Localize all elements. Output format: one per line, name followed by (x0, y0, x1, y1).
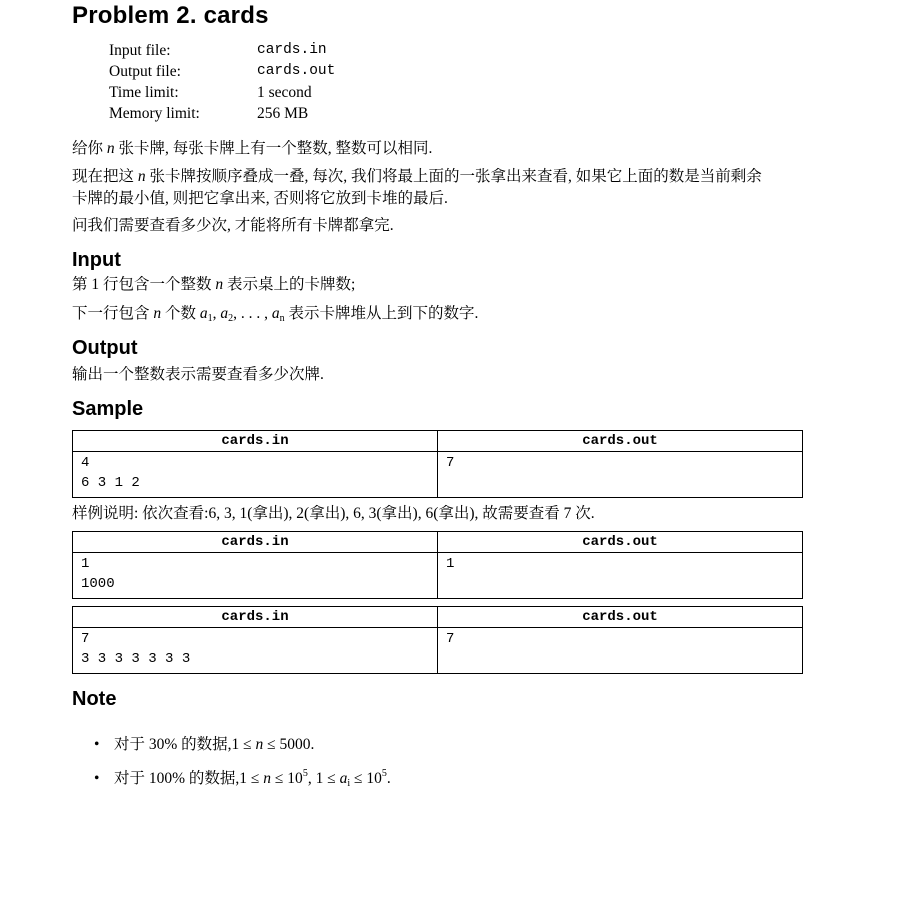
statement-paragraph-2 (72, 166, 762, 210)
bullet-icon: • (94, 736, 100, 753)
math-superscript: 5 (381, 768, 387, 779)
meta-value: cards.out (257, 63, 336, 79)
text: . (386, 770, 391, 787)
sample-output-header: cards.out (438, 607, 803, 628)
text: 对于 30% 的数据,1 ≤ (114, 736, 256, 753)
output-heading: Output (72, 337, 138, 359)
sample-output-line: 7 (446, 631, 455, 647)
bullet-icon: • (94, 770, 100, 787)
sample-output-cell (438, 628, 803, 674)
math-var: n (153, 305, 162, 322)
sample-input-header: cards.in (73, 431, 438, 452)
meta-memory-limit (109, 103, 335, 124)
text: 第 1 行包含一个整数 (72, 276, 216, 293)
sample-output-cell (438, 452, 803, 498)
sample-input-cell (73, 553, 438, 599)
text: 下一行包含 (72, 305, 154, 322)
math-var: n (106, 140, 115, 157)
statement-paragraph-3: 问我们需要查看多少次, 才能将所有卡牌都拿完. (72, 217, 394, 234)
meta-label: Output file: (109, 63, 181, 80)
input-heading: Input (72, 249, 121, 271)
text: ≤ 10 (350, 770, 382, 787)
sample-input-line: 3 3 3 3 3 3 3 (81, 651, 191, 667)
sample-explanation: 样例说明: 依次查看:6, 3, 1(拿出), 2(拿出), 6, 3(拿出), 6(拿出), 故需要查看 7 次. (72, 505, 595, 522)
meta-value: 256 MB (257, 105, 309, 122)
text: 个数 (161, 305, 200, 322)
meta-value: cards.in (257, 42, 327, 58)
input-line-1 (72, 274, 355, 296)
text: , 1 ≤ (307, 770, 340, 787)
sample-table-2 (72, 531, 803, 599)
math-var: a (271, 305, 280, 322)
text: 对于 100% 的数据,1 ≤ (114, 770, 264, 787)
sample-output-line: 1 (446, 556, 455, 572)
text: ≤ 5000. (263, 736, 315, 753)
note-list (94, 733, 391, 801)
math-var: a (199, 305, 208, 322)
math-subscript: n (279, 313, 285, 324)
math-var: n (255, 736, 264, 753)
math-var: n (263, 770, 272, 787)
sample-input-line: 7 (81, 631, 90, 647)
math-var: n (137, 168, 146, 185)
sample-input-cell (73, 628, 438, 674)
sample-output-line: 7 (446, 455, 455, 471)
math-subscript: i (347, 778, 351, 789)
text: 给你 (72, 140, 107, 157)
text: 卡牌的最小值, 则把它拿出来, 否则将它放到卡堆的最后. (72, 190, 448, 207)
sample-table-1 (72, 430, 803, 498)
input-line-2: 下一行包含 n 个数 $a_1$, $a_2$, . . . , $a_n$ 表示卡牌堆从上到下的数字. (72, 305, 479, 324)
meta-label: Time limit: (109, 84, 179, 101)
meta-label: Memory limit: (109, 105, 200, 122)
math-subscript: 1 (207, 313, 213, 324)
math-subscript: 2 (228, 313, 234, 324)
math-var: a (339, 770, 348, 787)
sample-heading: Sample (72, 398, 144, 420)
text: 张卡牌, 每张卡牌上有一个整数, 整数可以相同. (114, 140, 433, 157)
sample-table-3 (72, 606, 803, 674)
sample-input-header: cards.in (73, 607, 438, 628)
sample-input-line: 4 (81, 455, 90, 471)
problem-title: Problem 2. cards (72, 2, 269, 29)
math-var: n (215, 276, 224, 293)
meta-value: 1 second (257, 84, 312, 101)
sample-input-line: 1000 (81, 576, 115, 592)
note-heading: Note (72, 688, 117, 710)
text: ≤ 10 (271, 770, 303, 787)
sample-output-header: cards.out (438, 532, 803, 553)
text: 表示卡牌堆从上到下的数字. (284, 305, 479, 322)
sample-input-cell (73, 452, 438, 498)
note-item (94, 733, 391, 767)
sample-input-header: cards.in (73, 532, 438, 553)
meta-label: Input file: (109, 42, 171, 59)
note-item (94, 767, 391, 801)
statement-paragraph-1 (72, 138, 432, 160)
text: 张卡牌按顺序叠成一叠, 每次, 我们将最上面的一张拿出来查看, 如果它上面的数是当前剩余 (145, 168, 762, 185)
math-var: a (220, 305, 229, 322)
meta-time-limit (109, 82, 335, 103)
text: , . . . , (233, 305, 272, 322)
text: 现在把这 (72, 168, 138, 185)
math-superscript: 5 (302, 768, 308, 779)
meta-input-file (109, 40, 335, 61)
problem-meta (109, 40, 335, 124)
meta-output-file (109, 61, 335, 82)
output-text: 输出一个整数表示需要查看多少次牌. (72, 366, 324, 383)
sample-output-header: cards.out (438, 431, 803, 452)
sample-output-cell (438, 553, 803, 599)
sample-input-line: 6 3 1 2 (81, 475, 140, 491)
text: 表示桌上的卡牌数; (223, 276, 356, 293)
sample-input-line: 1 (81, 556, 90, 572)
